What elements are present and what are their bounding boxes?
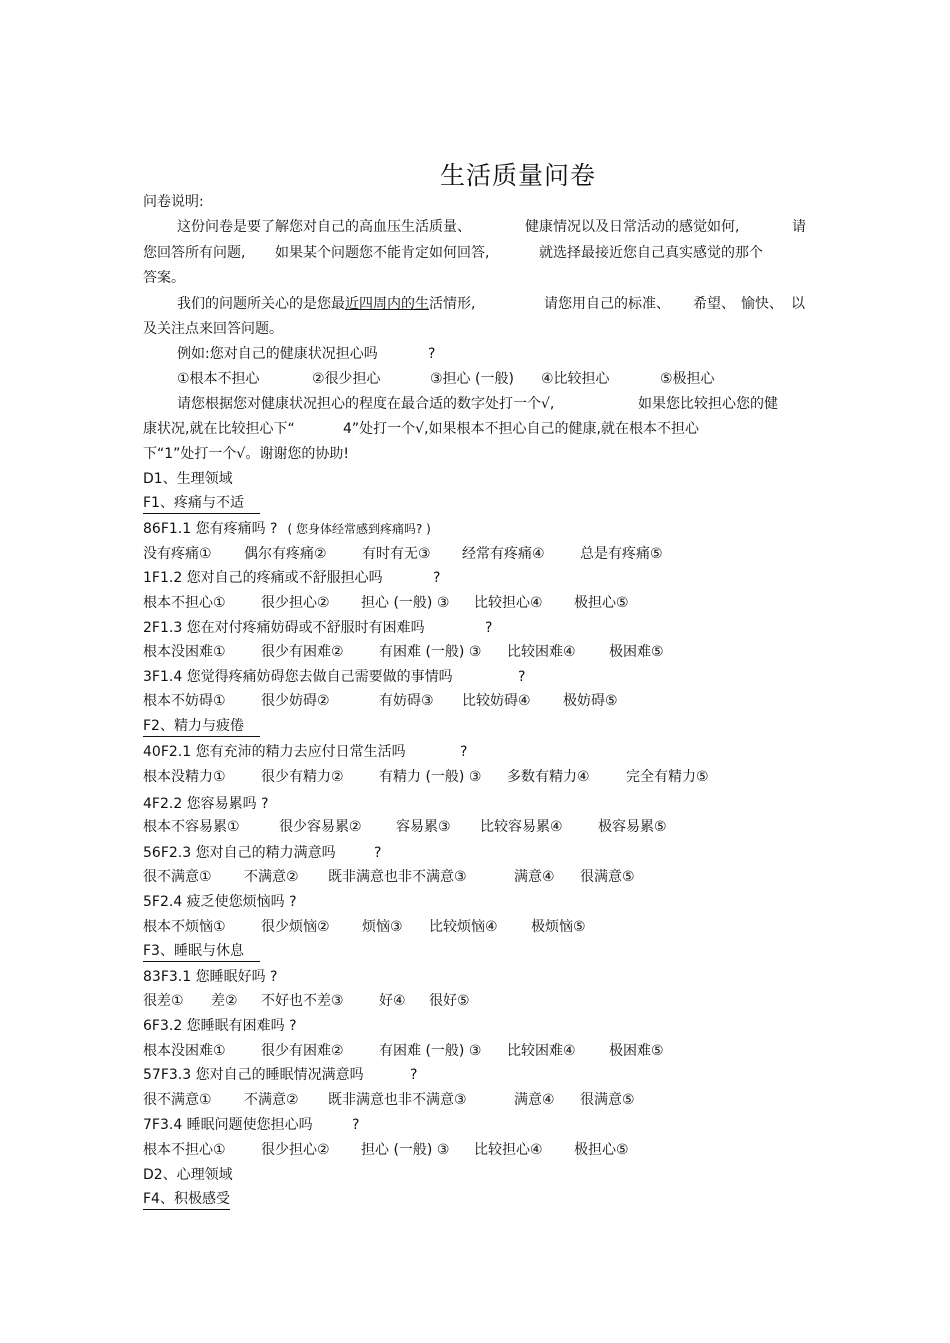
answer-option[interactable]: 极容易累⑤ bbox=[598, 819, 667, 835]
answer-option[interactable]: 根本不担心① bbox=[143, 1142, 226, 1158]
answer-option[interactable]: 容易累③ bbox=[396, 819, 451, 835]
intro-text: 您回答所有问题, bbox=[143, 245, 246, 261]
intro-text: 健康情况以及日常活动的感觉如何, bbox=[525, 219, 740, 235]
question: 57F3.3 您对自己的睡眠情况满意吗 bbox=[143, 1067, 364, 1083]
answer-option[interactable]: 根本不容易累① bbox=[143, 819, 240, 835]
answer-option[interactable]: 很不满意① bbox=[143, 869, 212, 885]
domain-heading: D1、生理领域 bbox=[143, 471, 233, 487]
answer-option[interactable]: 极烦恼⑤ bbox=[531, 919, 586, 935]
question: 2F1.3 您在对付疼痛妨碍或不舒服时有困难吗 bbox=[143, 620, 425, 636]
answer-option[interactable]: 既非满意也非不满意③ bbox=[328, 869, 467, 885]
answer-option[interactable]: 很好⑤ bbox=[429, 993, 470, 1009]
intro-text: 答案。 bbox=[143, 270, 185, 286]
answer-option[interactable]: 完全有精力⑤ bbox=[626, 769, 709, 785]
answer-option[interactable]: 根本不妨碍① bbox=[143, 693, 226, 709]
answer-option[interactable]: 比较妨碍④ bbox=[462, 693, 531, 709]
answer-option[interactable]: 不满意② bbox=[244, 869, 299, 885]
intro-text: 下“1”处打一个√。谢谢您的协助! bbox=[143, 446, 349, 462]
intro-text: 请 bbox=[792, 219, 806, 235]
answer-option[interactable]: 经常有疼痛④ bbox=[462, 546, 545, 562]
answer-option[interactable]: 极担心⑤ bbox=[574, 1142, 629, 1158]
intro-text: 康状况,就在比较担心下“ bbox=[143, 421, 295, 437]
answer-option[interactable]: 烦恼③ bbox=[362, 919, 403, 935]
question-mark: ? bbox=[485, 620, 493, 636]
answer-option[interactable]: 担心 (一般) ③ bbox=[361, 595, 450, 611]
facet-heading: F3、睡眠与休息 bbox=[143, 942, 260, 962]
intro-text: 请您根据您对健康状况担心的程度在最合适的数字处打一个√, bbox=[177, 396, 555, 412]
answer-option[interactable]: 极困难⑤ bbox=[609, 644, 664, 660]
question: 1F1.2 您对自己的疼痛或不舒服担心吗 bbox=[143, 570, 383, 586]
answer-option[interactable]: 有困难 (一般) ③ bbox=[379, 1043, 482, 1059]
intro-text: 愉快、 bbox=[741, 296, 783, 312]
answer-option[interactable]: 好④ bbox=[379, 993, 406, 1009]
example-option: ②很少担心 bbox=[312, 371, 381, 387]
intro-text: 请您用自己的标准、 bbox=[544, 296, 670, 312]
question-text: 86F1.1 您有疼痛吗 ? bbox=[143, 521, 278, 537]
intro-text: 如果某个问题您不能肯定如何回答, bbox=[275, 245, 490, 261]
example-option: ⑤极担心 bbox=[660, 371, 715, 387]
question-mark: ? bbox=[374, 845, 382, 861]
page-title: 生活质量问卷 bbox=[439, 161, 596, 190]
answer-option[interactable]: 很满意⑤ bbox=[580, 869, 635, 885]
facet-heading: F4、积极感受 bbox=[143, 1190, 230, 1210]
question-note: ( 您身体经常感到疼痛吗? ) bbox=[287, 522, 431, 536]
answer-option[interactable]: 差② bbox=[211, 993, 238, 1009]
example-option: ③担心 (一般) bbox=[430, 371, 514, 387]
answer-option[interactable]: 比较容易累④ bbox=[480, 819, 563, 835]
intro-label: 问卷说明: bbox=[143, 194, 204, 210]
answer-option[interactable]: 极妨碍⑤ bbox=[563, 693, 618, 709]
question: 3F1.4 您觉得疼痛妨碍您去做自己需要做的事情吗 bbox=[143, 669, 453, 685]
intro-underlined-text: 近四周内的生 bbox=[345, 296, 429, 312]
answer-option[interactable]: 多数有精力④ bbox=[507, 769, 590, 785]
question: 40F2.1 您有充沛的精力去应付日常生活吗 bbox=[143, 744, 406, 760]
answer-option[interactable]: 有妨碍③ bbox=[379, 693, 434, 709]
question: 56F2.3 您对自己的精力满意吗 bbox=[143, 845, 336, 861]
intro-text-part: 我们的问题所关心的是您最 bbox=[177, 296, 345, 312]
answer-option[interactable]: 偶尔有疼痛② bbox=[244, 546, 327, 562]
question-mark: ? bbox=[460, 744, 468, 760]
answer-option[interactable]: 比较困难④ bbox=[507, 1043, 576, 1059]
answer-option[interactable]: 根本没困难① bbox=[143, 644, 226, 660]
question-mark: ? bbox=[518, 669, 526, 685]
answer-option[interactable]: 不满意② bbox=[244, 1092, 299, 1108]
question: 7F3.4 睡眠问题使您担心吗 bbox=[143, 1117, 313, 1133]
answer-option[interactable]: 很满意⑤ bbox=[580, 1092, 635, 1108]
answer-option[interactable]: 担心 (一般) ③ bbox=[361, 1142, 450, 1158]
answer-option[interactable]: 比较困难④ bbox=[507, 644, 576, 660]
answer-option[interactable]: 比较担心④ bbox=[474, 1142, 543, 1158]
answer-option[interactable]: 不好也不差③ bbox=[261, 993, 344, 1009]
answer-option[interactable]: 根本不担心① bbox=[143, 595, 226, 611]
example-option: ④比较担心 bbox=[541, 371, 610, 387]
question: 5F2.4 疲乏使您烦恼吗 ? bbox=[143, 894, 297, 910]
answer-option[interactable]: 很少有困难② bbox=[261, 644, 344, 660]
answer-option[interactable]: 极困难⑤ bbox=[609, 1043, 664, 1059]
intro-text: 这份问卷是要了解您对自己的高血压生活质量、 bbox=[177, 219, 471, 235]
facet-heading: F2、精力与疲倦 bbox=[143, 717, 260, 737]
answer-option[interactable]: 极担心⑤ bbox=[574, 595, 629, 611]
intro-text: 如果您比较担心您的健 bbox=[638, 396, 778, 412]
answer-option[interactable]: 根本没困难① bbox=[143, 1043, 226, 1059]
intro-text: 就选择最接近您自己真实感觉的那个 bbox=[539, 245, 763, 261]
answer-option[interactable]: 很不满意① bbox=[143, 1092, 212, 1108]
answer-option[interactable]: 满意④ bbox=[514, 1092, 555, 1108]
facet-heading: F1、疼痛与不适 bbox=[143, 494, 260, 514]
answer-option[interactable]: 很少容易累② bbox=[279, 819, 362, 835]
answer-option[interactable]: 有时有无③ bbox=[362, 546, 431, 562]
question: 83F3.1 您睡眠好吗 ? bbox=[143, 969, 278, 985]
example-question-mark: ? bbox=[428, 346, 436, 362]
answer-option[interactable]: 满意④ bbox=[514, 869, 555, 885]
intro-text: 4”处打一个√,如果根本不担心自己的健康,就在根本不担心 bbox=[343, 421, 699, 437]
answer-option[interactable]: 根本不烦恼① bbox=[143, 919, 226, 935]
answer-option[interactable]: 比较担心④ bbox=[474, 595, 543, 611]
question bbox=[143, 520, 431, 538]
example-option: ①根本不担心 bbox=[177, 371, 260, 387]
intro-text: 及关注点来回答问题。 bbox=[143, 321, 283, 337]
answer-option[interactable]: 很少妨碍② bbox=[261, 693, 330, 709]
question-mark: ? bbox=[410, 1067, 418, 1083]
example-question: 例如:您对自己的健康状况担心吗 bbox=[177, 346, 378, 362]
answer-option[interactable]: 很少有精力② bbox=[261, 769, 344, 785]
domain-heading: D2、心理领域 bbox=[143, 1167, 233, 1183]
answer-option[interactable]: 总是有疼痛⑤ bbox=[580, 546, 663, 562]
question-mark: ? bbox=[433, 570, 441, 586]
answer-option[interactable]: 有困难 (一般) ③ bbox=[379, 644, 482, 660]
answer-option[interactable]: 没有疼痛① bbox=[143, 546, 212, 562]
question: 4F2.2 您容易累吗 ? bbox=[143, 796, 269, 812]
answer-option[interactable]: 很少有困难② bbox=[261, 1043, 344, 1059]
answer-option[interactable]: 比较烦恼④ bbox=[429, 919, 498, 935]
answer-option[interactable]: 很少烦恼② bbox=[261, 919, 330, 935]
answer-option[interactable]: 既非满意也非不满意③ bbox=[328, 1092, 467, 1108]
intro-text: 希望、 bbox=[693, 296, 735, 312]
answer-option[interactable]: 很少担心② bbox=[261, 1142, 330, 1158]
answer-option[interactable]: 很差① bbox=[143, 993, 184, 1009]
answer-option[interactable]: 根本没精力① bbox=[143, 769, 226, 785]
question: 6F3.2 您睡眠有困难吗 ? bbox=[143, 1018, 297, 1034]
intro-text: 以 bbox=[791, 296, 805, 312]
question-mark: ? bbox=[352, 1117, 360, 1133]
answer-option[interactable]: 有精力 (一般) ③ bbox=[379, 769, 482, 785]
intro-text-part: 活情形, bbox=[429, 296, 476, 312]
answer-option[interactable]: 很少担心② bbox=[261, 595, 330, 611]
intro-text bbox=[177, 295, 475, 313]
